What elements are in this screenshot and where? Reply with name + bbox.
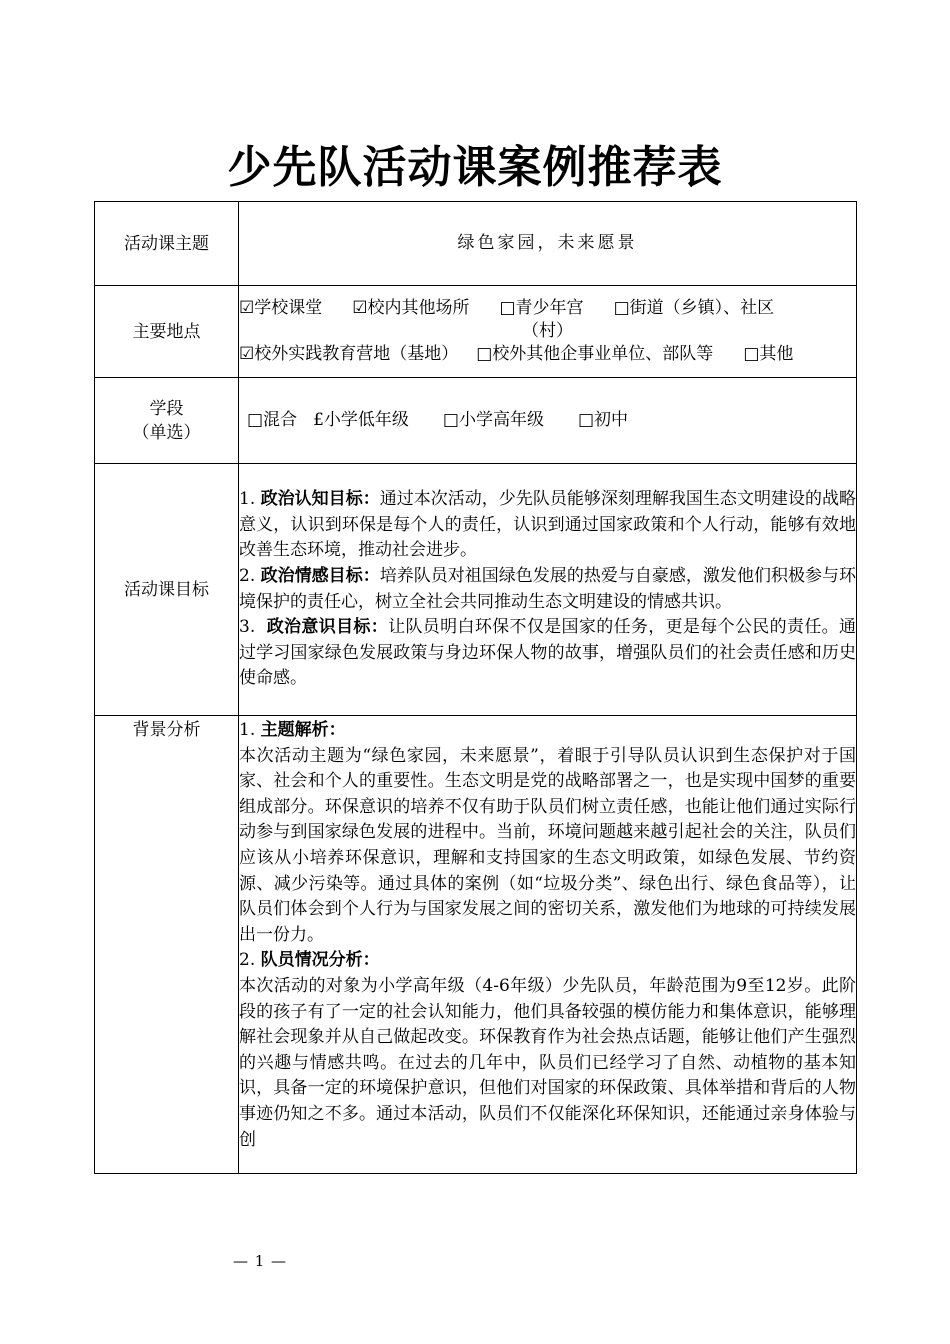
section-heading: 队员情况分析： bbox=[260, 950, 380, 971]
location-option-other-school-places: ☑校内其他场所 bbox=[352, 298, 470, 318]
goal-heading: 政治意识目标： bbox=[266, 617, 389, 638]
theme-value: 绿色家园，未来愿景 bbox=[239, 202, 857, 286]
grade-option-junior-high: □初中 bbox=[577, 409, 629, 430]
background-section-members-heading bbox=[239, 948, 856, 974]
location-line-1 bbox=[239, 297, 856, 320]
location-option-youth-palace: □青少年宫 bbox=[499, 298, 584, 318]
grade-option-lower-primary: £小学低年级 bbox=[313, 409, 409, 430]
goal-heading: 政治认知目标： bbox=[260, 489, 380, 510]
goal-text: 通过本次活动，少先队员能够深刻理解我国生态文明建设的战略意义，认识到环保是每个人的责任，认识到通过国家政策和个人行动，能够有效地改善生态环境，推动社会进步。 bbox=[239, 489, 857, 561]
goals-label: 活动课目标 bbox=[95, 464, 239, 716]
background-content bbox=[239, 716, 857, 1174]
page-number: — 1 — bbox=[232, 1252, 288, 1270]
grade-options bbox=[239, 378, 857, 464]
location-option-school-classroom: ☑学校课堂 bbox=[239, 298, 323, 318]
goal-text: 培养队员对祖国绿色发展的热爱与自豪感，激发他们积极参与环境保护的责任心，树立全社会共同推动生态文明建设的情感共识。 bbox=[239, 565, 857, 612]
location-option-other: □其他 bbox=[743, 344, 794, 364]
goals-row bbox=[95, 464, 857, 716]
location-option-practice-camp: ☑校外实践教育营地（基地） bbox=[239, 344, 459, 364]
goals-content bbox=[239, 464, 857, 716]
goal-item-political-awareness bbox=[239, 615, 856, 692]
goal-number: 1. bbox=[239, 489, 261, 510]
recommendation-form-table bbox=[94, 201, 857, 1174]
location-options bbox=[239, 286, 857, 378]
goal-text: 让队员明白环保不仅是国家的任务，更是每个公民的责任。通过学习国家绿色发展政策与身边环保人物的故事，增强队员们的社会责任感和历史使命感。 bbox=[239, 617, 857, 689]
grade-label-line-1: 学段 bbox=[149, 398, 184, 419]
location-option-community: □街道（乡镇）、社区 bbox=[613, 298, 775, 318]
grade-option-mixed: □混合 bbox=[247, 409, 298, 430]
background-label: 背景分析 bbox=[95, 716, 239, 1174]
location-option-village: （村） bbox=[522, 321, 573, 341]
background-row bbox=[95, 716, 857, 1174]
background-section-members-text: 本次活动的对象为小学高年级（4-6年级）少先队员，年龄范围为9至12岁。此阶段的孩子有了一定的社会认知能力，他们具备较强的模仿能力和集体意识，能够理解社会现象并从自己做起改变。环保教育作为社会热点话题，能够让他们产生强烈的兴趣与情感共鸣。在过去的几年中，队员们已经学习了自然、动植物的基本知识，具备一定的环境保护意识，但他们对国家的环保政策、具体举措和背后的人物事迹仍知之不多。通过本活动，队员们不仅能深化环保知识，还能通过亲身体验与创 bbox=[239, 975, 856, 1150]
goal-item-political-cognition bbox=[239, 487, 856, 564]
location-option-enterprises: □校外其他企事业单位、部队等 bbox=[476, 344, 714, 364]
grade-option-upper-primary: □小学高年级 bbox=[442, 409, 544, 430]
section-number: 1. bbox=[239, 720, 261, 740]
background-section-theme-heading bbox=[239, 718, 856, 744]
theme-row bbox=[95, 202, 857, 286]
location-label: 主要地点 bbox=[95, 286, 239, 378]
goal-number: 3. bbox=[239, 617, 267, 638]
theme-label: 活动课主题 bbox=[95, 202, 239, 286]
location-line-2 bbox=[239, 343, 856, 366]
background-section-theme-text: 本次活动主题为“绿色家园，未来愿景”，着眼于引导队员认识到生态保护对于国家、社会和个人的重要性。生态文明是党的战略部署之一，也是实现中国梦的重要组成部分。环保意识的培养不仅有助于队员们树立责任感，也能让他们通过实际行动参与到国家绿色发展的进程中。当前，环境问题越来越引起社会的关注，队员们应该从小培养环保意识，理解和支持国家的生态文明政策，如绿色发展、节约资源、减少污染等。通过具体的案例（如“垃圾分类”、绿色出行、绿色食品等），让队员们体会到个人行为与国家发展之间的密切关系，激发他们为地球的可持续发展出一份力。 bbox=[239, 745, 856, 945]
goal-number: 2. bbox=[239, 565, 261, 586]
grade-label bbox=[95, 378, 239, 464]
location-row bbox=[95, 286, 857, 378]
page-title: 少先队活动课案例推荐表 bbox=[227, 142, 723, 193]
goal-heading: 政治情感目标： bbox=[260, 565, 380, 586]
goal-item-political-emotion bbox=[239, 564, 856, 615]
section-number: 2. bbox=[239, 950, 261, 971]
grade-label-line-2: （单选） bbox=[132, 422, 201, 443]
grade-row bbox=[95, 378, 857, 464]
section-heading: 主题解析： bbox=[260, 720, 346, 740]
